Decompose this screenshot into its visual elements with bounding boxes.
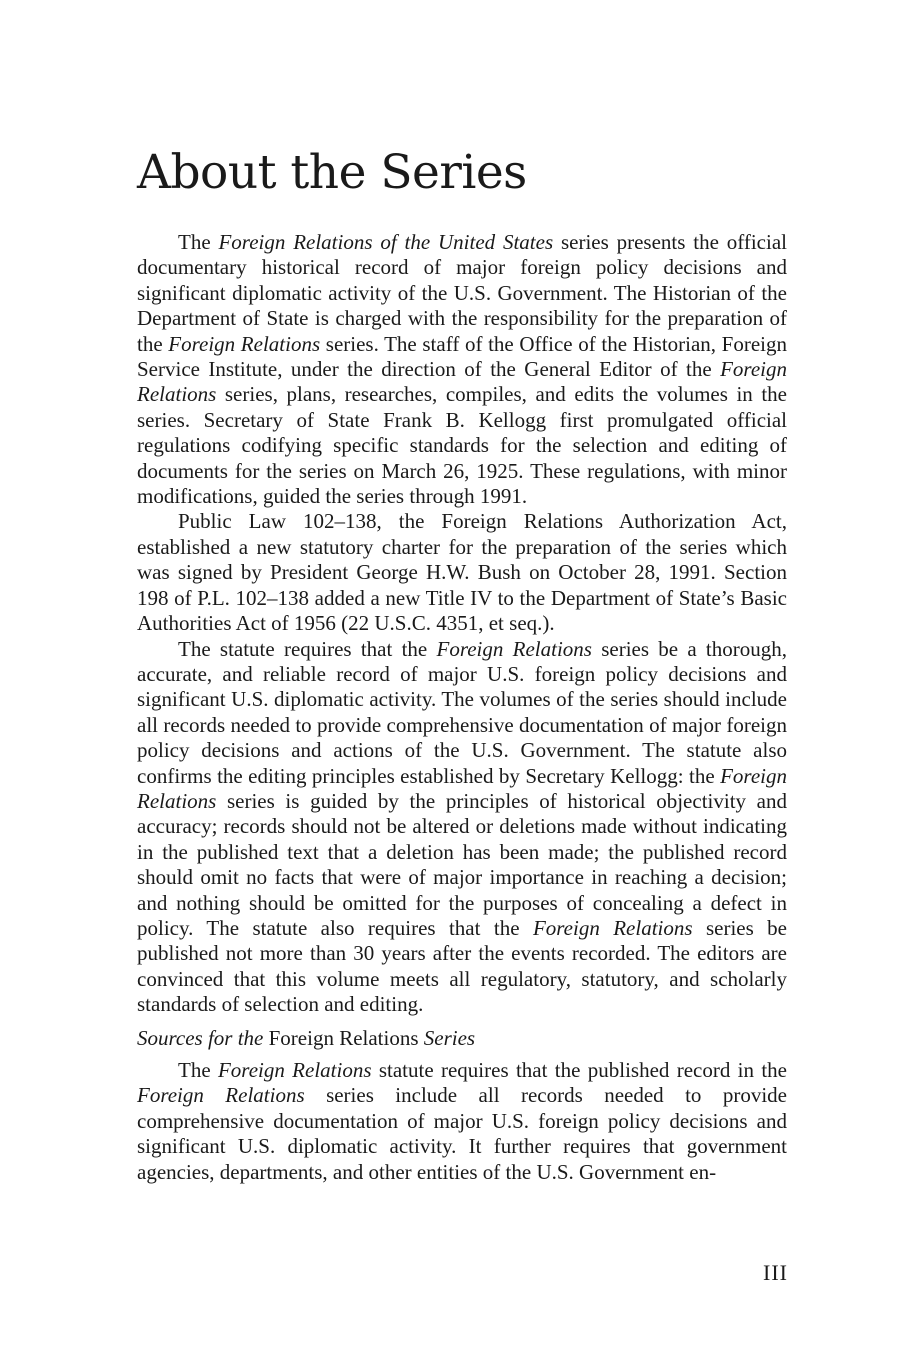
text-run: series presents the official documentary historical record of major foreign policy decisions and significant diplomatic activity of the U.S. Government. The Historian of the Department of State is charged with the responsibility for the preparation of the [137,230,787,356]
italic-title: Foreign Relations [137,357,787,407]
italic-title: Foreign Relations [217,1058,372,1082]
italic-title: Foreign Relations [137,1083,305,1108]
heading-roman: Foreign Relations [268,1025,419,1050]
text-run: series be a thorough, accurate, and reliable record of major U.S. foreign policy decisions and significant U.S. diplomatic activity. The volumes of the series should include all records needed to provide comprehensive documentation of major foreign policy decisions and actions of the U.S. Government. The statute also confirms the editing principles established by Secretary Kellogg: the [137,636,787,788]
page-number: III [763,1260,788,1285]
italic-title: Foreign Relations [532,915,693,940]
paragraph-1 [137,230,787,509]
heading-italic: Series [418,1025,476,1050]
italic-title: Foreign Relations [436,636,592,661]
italic-title: Foreign Relations of the United States [218,230,554,254]
paragraph-4 [137,1058,787,1185]
text-run: series. The staff of the Office of the Historian, Foreign Service Institute, under the direction of the General Editor of the [137,331,788,382]
text-run: series is guided by the principles of historical objectivity and accuracy; records should not be altered or deletions made without indicating in the published text that a deletion has been made; the published record should omit no facts that were of major importance in reaching a decision; and nothing should be omitted for the purposes of concealing a defect in policy. The statute also requires that the [137,788,787,940]
text-run: The [178,1058,218,1082]
text-run: statute requires that the published record in the [371,1058,787,1082]
heading-italic: Sources for the [137,1025,269,1050]
section-heading [137,1026,787,1051]
text-run: series, plans, researches, compiles, and edits the volumes in the series. Secretary of State Frank B. Kellogg first promulgated official regulations codifying specific standards for the selection and editing of documents for the series on March 26, 1925. These regulations, with minor modifications, guided the series through 1991. [137,382,787,509]
paragraph-2: Public Law 102–138, the Foreign Relations Authorization Act, established a new statutory charter for the preparation of the series which was signed by President George H.W. Bush on October 28, 1991. Section 198 of P.L. 102–138 added a new Title IV to the Department of State’s Basic Authorities Act of 1956 (22 U.S.C. 4351, et seq.). [137,509,787,636]
body-text [137,230,787,1185]
italic-title: Foreign Relations [168,331,321,356]
text-run: series be published not more than 30 years after the events recorded. The editors are convinced that this volume meets all regulatory, statutory, and scholarly standards of selection and editing. [137,915,787,1017]
text-run: The statute requires that the [178,636,437,661]
text-run: series include all records needed to provide comprehensive documentation of major U.S. foreign policy decisions and significant U.S. diplomatic activity. It further requires that government agencies, departments, and other entities of the U.S. Government en- [137,1083,787,1184]
italic-title: Foreign Relations [137,763,787,813]
paragraph-3 [137,637,787,1018]
page-title: About the Series [137,145,527,200]
text-run: The [178,230,219,254]
